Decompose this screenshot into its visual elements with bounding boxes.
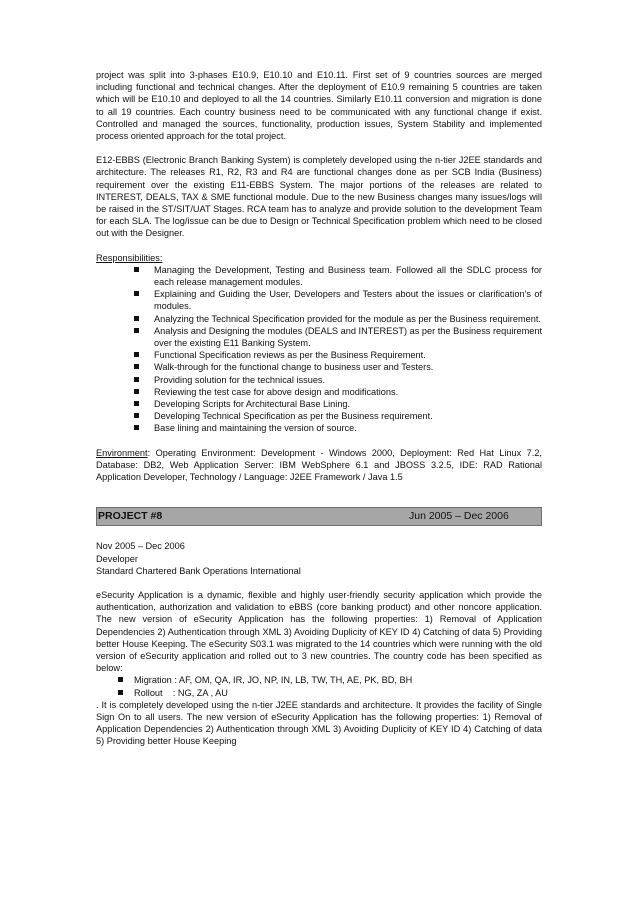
project-closing: . It is completely developed using the n-tier J2EE standards and architecture. It provides the facility of Single Sign On to all users. The new version of eSecurity Application has the following properties: 1) Removal of Application Dependencies 2) Authentication through XML 3) Avoiding Duplicity of KEY ID 4) Catching of data 5) Providing better House Keeping bbox=[96, 699, 542, 747]
environment-paragraph bbox=[96, 447, 542, 484]
square-bullet-icon bbox=[134, 316, 139, 321]
list-item: Managing the Development, Testing and Business team. Followed all the SDLC process for each release management modules. bbox=[134, 264, 542, 288]
list-item: Developing Technical Specification as per the Business requirement. bbox=[134, 410, 542, 422]
document-content bbox=[96, 69, 542, 748]
square-bullet-icon bbox=[134, 267, 139, 272]
list-item: Migration : AF, OM, QA, IR, JO, NP, IN, LB, TW, TH, AE, PK, BD, BH bbox=[118, 674, 542, 686]
list-item: Rollout : NG, ZA , AU bbox=[118, 687, 542, 699]
country-code-list bbox=[96, 674, 542, 698]
list-item: Reviewing the test case for above design and modifications. bbox=[134, 386, 542, 398]
environment-label: Environment bbox=[96, 447, 148, 458]
list-item: Walk-through for the functional change to business user and Testers. bbox=[134, 361, 542, 373]
project-description: eSecurity Application is a dynamic, flexible and highly user-friendly security application which provide the authentication, authorization and validation to eBBS (core banking product) and other noncore application. The new version of eSecurity Application has the following properties: 1) Removal of Application Dependencies 2) Authentication through XML 3) Avoiding Duplicity of KEY ID 4) Catching of data 5) Providing better House Keeping. The eSecurity S03.1 was migrated to the 14 countries which were running with the old version of eSecurity application and rolled out to 3 new countries. The country code has been specified as below: bbox=[96, 589, 542, 674]
square-bullet-icon bbox=[134, 328, 139, 333]
square-bullet-icon bbox=[134, 377, 139, 382]
list-item: Providing solution for the technical issues. bbox=[134, 374, 542, 386]
list-item: Analyzing the Technical Specification provided for the module as per the Business requirement. bbox=[134, 313, 542, 325]
square-bullet-icon bbox=[134, 291, 139, 296]
square-bullet-icon bbox=[134, 413, 139, 418]
square-bullet-icon bbox=[118, 677, 123, 682]
list-item: Base lining and maintaining the version of source. bbox=[134, 422, 542, 434]
responsibilities-list bbox=[96, 264, 542, 435]
list-item: Functional Specification reviews as per the Business Requirement. bbox=[134, 349, 542, 361]
list-item: Developing Scripts for Architectural Base Lining. bbox=[134, 398, 542, 410]
project-period: Nov 2005 – Dec 2006 bbox=[96, 541, 185, 552]
square-bullet-icon bbox=[134, 401, 139, 406]
responsibilities-heading: Responsibilities: bbox=[96, 252, 163, 263]
project-header-bar bbox=[96, 507, 542, 526]
paragraph-e12-ebbs: E12-EBBS (Electronic Branch Banking System) is completely developed using the n-tier J2EE standards and architecture. The releases R1, R2, R3 and R4 are functional changes done as per SCB India (Business) requirement over the existing E11-EBBS System. The major portions of the releases are related to INTEREST, DEALS, TAX & SME functional module. Due to the new Business changes many issues/logs will be raised in the ST/SIT/UAT Stages. RCA team has to analyze and provide solution to the development Team for each SLA. The log/issue can be due to Design or Technical Specification problem which need to be closed out with the Designer. bbox=[96, 155, 542, 239]
project-dates: Jun 2005 – Dec 2006 bbox=[409, 510, 509, 523]
list-item: Explaining and Guiding the User, Developers and Testers about the issues or clarification’s of modules. bbox=[134, 288, 542, 312]
project-company: Standard Chartered Bank Operations International bbox=[96, 565, 301, 576]
square-bullet-icon bbox=[134, 389, 139, 394]
project-role: Developer bbox=[96, 553, 138, 564]
paragraph-e10-migration: project was split into 3-phases E10.9, E10.10 and E10.11. First set of 9 countries sources are merged including functional and technical changes. After the deployment of E10.9 remaining 5 countries are taken which will be E10.10 and deployed to all the 14 countries. Similarly E10.11 conversion and migration is done to all 19 countries. Each country business need to be communicated with any functional change if exist. Controlled and managed the sources, functionality, production issues, System Stability and implemented process oriented approach for the total project. bbox=[96, 70, 542, 142]
square-bullet-icon bbox=[134, 352, 139, 357]
environment-text: : Operating Environment: Development - Windows 2000, Deployment: Red Hat Linux 7.2, Database: DB2, Web Application Server: IBM WebSphere 6.1 and JBOSS 3.2.5, IDE: RAD Rational Application Developer, Technology / Language: J2EE Framework / Java 1.5 bbox=[96, 447, 542, 483]
square-bullet-icon bbox=[134, 425, 139, 430]
square-bullet-icon bbox=[134, 364, 139, 369]
list-item: Analysis and Designing the modules (DEALS and INTEREST) as per the Business requirement over the existing E11 Banking System. bbox=[134, 325, 542, 349]
square-bullet-icon bbox=[118, 690, 123, 695]
project-title: PROJECT #8 bbox=[98, 510, 163, 523]
